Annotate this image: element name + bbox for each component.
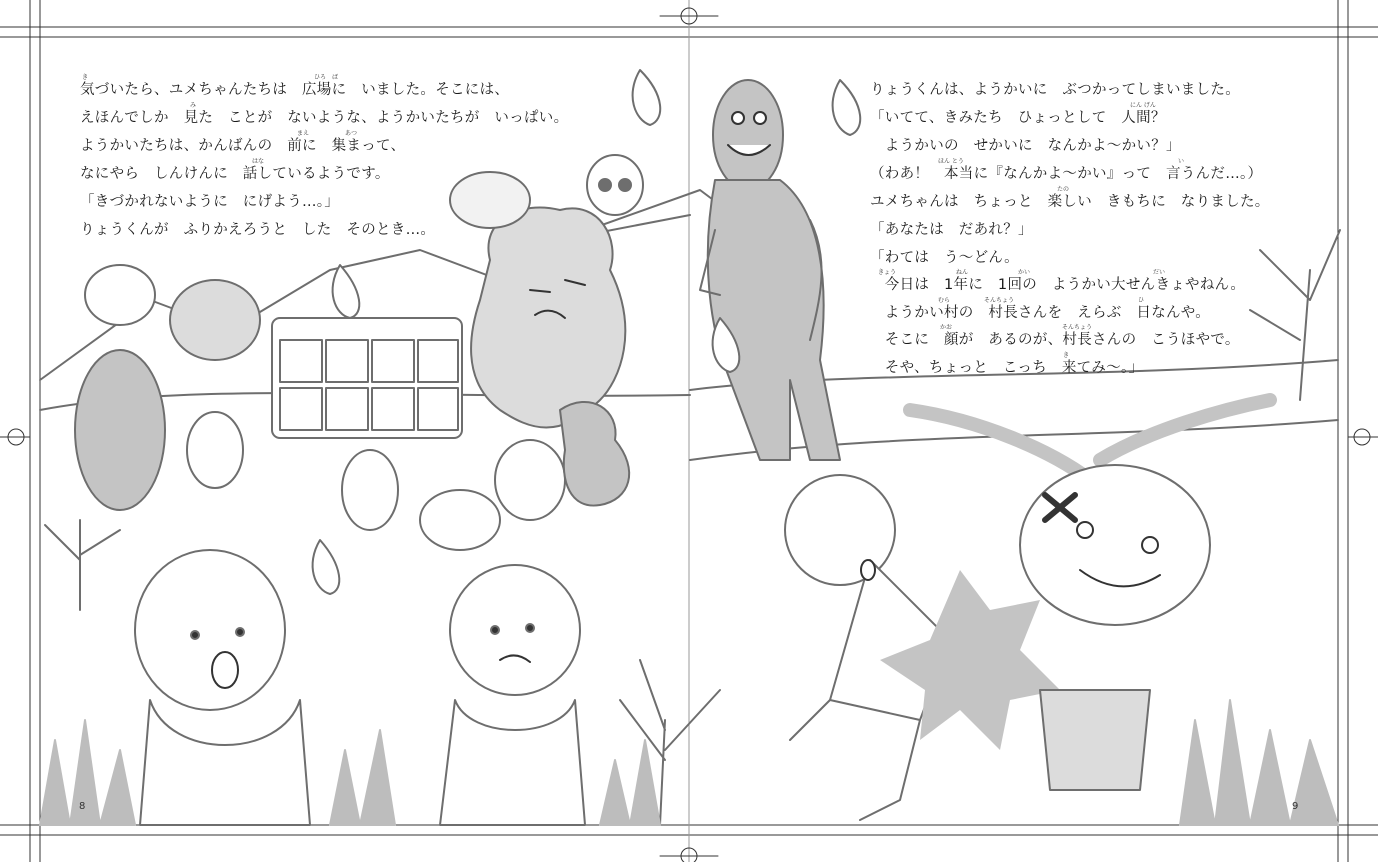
text-line: なにやら しんけんに 話しているようです。 (80, 166, 390, 182)
kappa-yokai (560, 402, 629, 506)
three-eye-yokai (85, 265, 155, 325)
ruby: あつ (345, 130, 358, 137)
ruby: まえ (297, 130, 310, 137)
ruby: そんちょう (984, 297, 1015, 304)
text-line: ユメちゃんは ちょっと 楽しい きもちに なりました。 (870, 194, 1270, 210)
ruby: かい (1018, 269, 1031, 276)
oni-cloud (450, 172, 530, 228)
text-line: 「きづかれないように にげよう…。」 (80, 194, 340, 210)
cloud-yokai (471, 207, 625, 427)
ruby: そんちょう (1062, 324, 1093, 331)
ruby: み (190, 102, 197, 109)
text-line: （わあ！ 本当に『なんかよ～かい』って 言うんだ…。） (870, 166, 1263, 182)
girl (135, 550, 310, 825)
text-line: そこに 顔が あるのが、村長さんの こうほやで。 (870, 332, 1240, 348)
text-line: えほんでしか 見た ことが ないような、ようかいたちが いっぱい。 (80, 110, 569, 126)
text-line: 「わては う～どん。 (870, 250, 1019, 266)
text-line: ようかいの せかいに なんかよ～かい？」 (870, 138, 1181, 154)
ruby: い (1178, 158, 1185, 165)
tree-right (1250, 230, 1340, 400)
ruby: きょう (878, 269, 897, 276)
ruby: ほん とう (938, 158, 964, 165)
ruby: き (1063, 352, 1070, 359)
text-line: 今日は 1年に 1回の ようかい大せんきょやねん。 (870, 277, 1246, 293)
ruby: にん げん (1130, 102, 1156, 109)
text-line: 気づいたら、ユメちゃんたちは 広場に いました。そこには、 (80, 82, 510, 98)
signboard (272, 318, 462, 438)
cyclops-yokai (170, 280, 260, 360)
ruby: ねん (956, 269, 969, 276)
page-number-left: 8 (79, 801, 86, 812)
ruby: たの (1057, 186, 1070, 193)
tall-yokai (700, 80, 840, 460)
text-line: ようかいたちは、かんばんの 前に 集まって、 (80, 138, 406, 154)
ruby: だい (1153, 269, 1166, 276)
hairy-yokai (75, 350, 165, 510)
ruby: ひ (1138, 297, 1145, 304)
text-line: 「いてて、きみたち ひょっとして 人間？ (870, 110, 1166, 126)
ruby: かお (940, 324, 953, 331)
text-line: りょうくんは、ようかいに ぶつかってしまいました。 (870, 82, 1240, 98)
ruby: はな (252, 158, 265, 165)
text-line: そや、ちょっと こっち 来てみ～。」 (870, 360, 1144, 376)
boy-left (440, 565, 585, 825)
ruby: き (82, 74, 89, 81)
text-line: ようかい村の 村長さんを えらぶ 日なんや。 (870, 305, 1211, 321)
text-line: りょうくんが ふりかえろうと した そのとき…。 (80, 222, 436, 238)
text-line: 「あなたは だあれ？」 (870, 222, 1033, 238)
umbrella-yokai (420, 490, 500, 550)
tree-left (45, 520, 120, 610)
ruby: むら (938, 297, 951, 304)
lantern-yokai (187, 412, 243, 488)
skull (587, 155, 643, 215)
page-number-right: 9 (1292, 801, 1299, 812)
ruby: ひろ ば (314, 74, 339, 81)
